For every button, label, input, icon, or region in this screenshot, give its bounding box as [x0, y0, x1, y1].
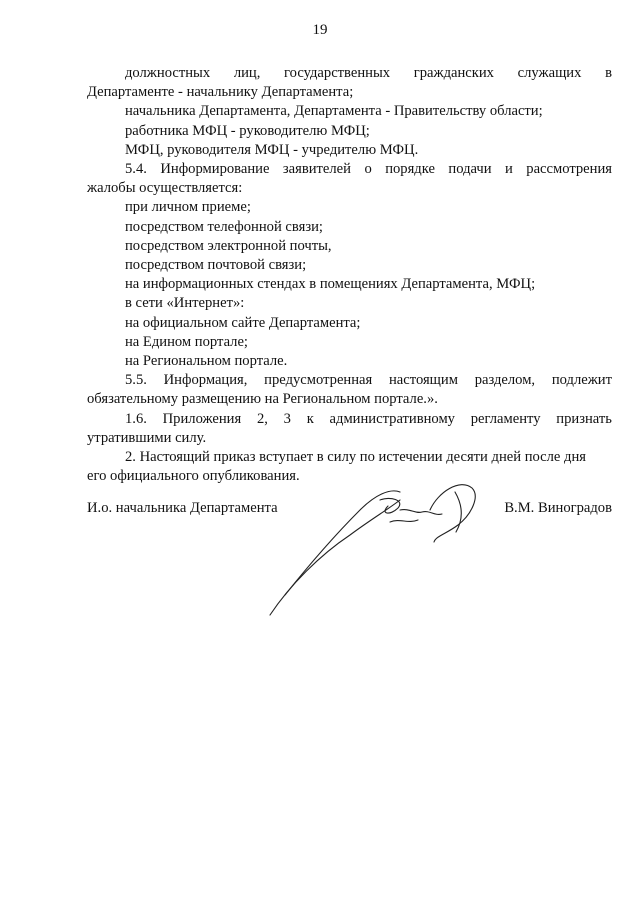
text-line: его официального опубликования.	[87, 468, 300, 485]
word: административному	[329, 410, 455, 427]
word: лиц,	[233, 65, 261, 81]
list-item: на официальном сайте Департамента;	[125, 314, 361, 331]
list-item: в сети «Интернет»:	[125, 295, 245, 312]
word: 2,	[256, 410, 268, 427]
word: предусмотренная	[264, 372, 373, 389]
text-line: Департаменте - начальнику Департамента;	[87, 84, 354, 101]
word: разделом,	[474, 372, 536, 389]
word: государственных	[284, 65, 391, 81]
text-line	[87, 64, 612, 83]
document-body	[87, 64, 612, 486]
word: рассмотрения	[526, 161, 612, 178]
word: подлежит	[551, 372, 612, 389]
list-item: на Региональном портале.	[125, 353, 288, 370]
signatory-title: И.о. начальника Департамента	[87, 500, 278, 516]
text-line: МФЦ, руководителя МФЦ - учредителю МФЦ.	[125, 141, 419, 158]
word: 3	[283, 410, 291, 427]
word: должностных	[125, 65, 211, 81]
list-item: посредством почтовой связи;	[125, 257, 307, 274]
text-line	[87, 371, 612, 390]
word: Приложения	[162, 410, 242, 427]
text-line: утратившими силу.	[87, 429, 207, 446]
word: к	[306, 410, 314, 427]
handwritten-signature	[250, 470, 480, 620]
word: Информация,	[163, 372, 248, 389]
word: Информирование	[160, 161, 270, 178]
word: 1.6.	[125, 410, 147, 427]
text-line	[87, 160, 612, 179]
word: гражданских	[413, 65, 494, 81]
list-item: посредством телефонной связи;	[125, 218, 323, 235]
signatory-name: В.М. Виноградов	[504, 500, 612, 516]
word: порядке	[385, 161, 435, 178]
page-number: 19	[312, 22, 328, 38]
text-line: 2. Настоящий приказ вступает в силу по истечении десяти дней после дня	[125, 449, 586, 466]
word: заявителей	[282, 161, 351, 178]
text-line: начальника Департамента, Департамента - Правительству области;	[125, 103, 543, 120]
list-item: на информационных стендах в помещениях Департамента, МФЦ;	[125, 276, 536, 293]
list-item: на Едином портале;	[125, 333, 248, 350]
text-line: работника МФЦ - руководителю МФЦ;	[125, 122, 370, 139]
word: признать	[556, 410, 612, 427]
text-line: жалобы осуществляется:	[87, 180, 243, 197]
word: 5.4.	[125, 161, 147, 178]
word: о	[364, 161, 372, 178]
word: настоящим	[389, 372, 458, 389]
word: в	[605, 65, 612, 81]
word: и	[505, 161, 513, 178]
word: регламенту	[470, 410, 541, 427]
word: служащих	[517, 65, 582, 81]
word: 5.5.	[125, 372, 147, 389]
list-item: посредством электронной почты,	[125, 237, 332, 254]
word: подачи	[448, 161, 492, 178]
text-line: обязательному размещению на Региональном портале.».	[87, 391, 438, 408]
list-item: при личном приеме;	[125, 199, 251, 216]
text-line	[87, 410, 612, 429]
